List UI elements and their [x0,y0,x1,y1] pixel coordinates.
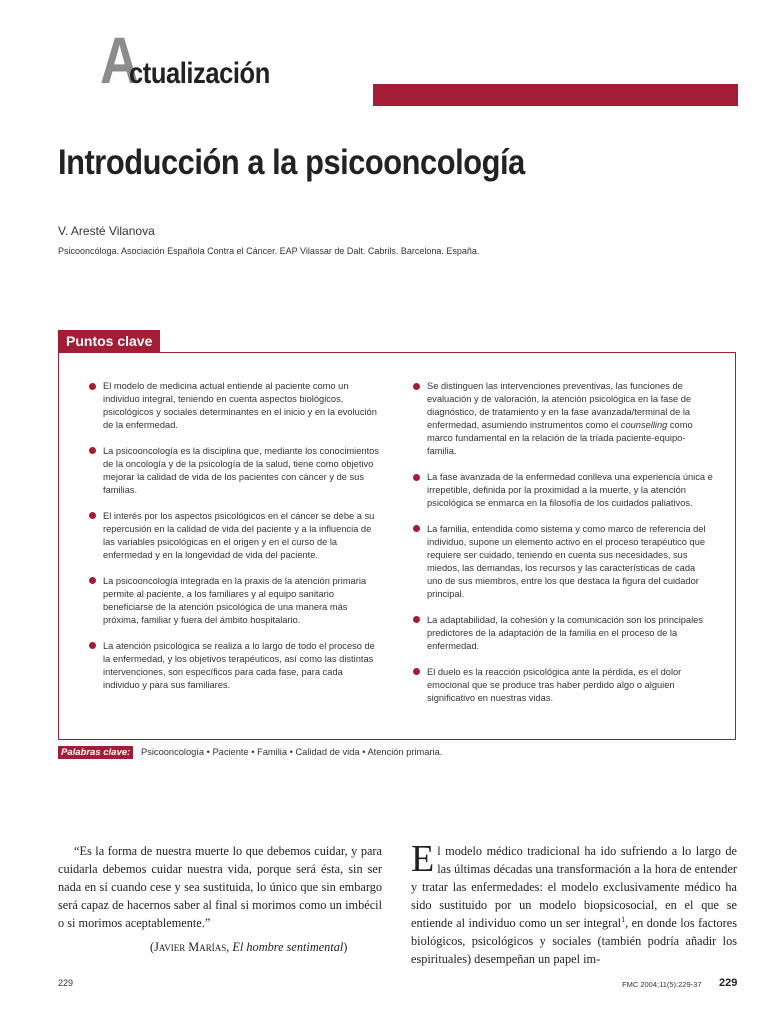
keywords-label: Palabras clave: [58,746,133,759]
section-initial: A [100,23,137,97]
key-point-item: La familia, entendida como sistema y como marco de referencia del individuo, supone un elemento activo en el proceso terapéutico que requiere ser cuidado, teniendo en cuenta sus necesidades, sus miedos, las demandas, los recursos y las características de cada uno de sus miembros, entre los que destaca la figura del cuidador principal. [413,523,713,602]
article-title: Introducción a la psicooncología [58,143,525,182]
keywords-list: Psicooncología • Paciente • Familia • Calidad de vida • Atención primaria. [141,747,443,757]
drop-cap: E [411,838,435,880]
header-accent-bar [373,84,738,106]
epigraph-citation: (Javier Marías, El hombre sentimental) [150,940,348,954]
key-point-item: El interés por los aspectos psicológicos en el cáncer se debe a su repercusión en la calidad de vida del paciente y a la influencia de las variables psicológicas en el origen y en el curso de la enfermedad y en la longevidad de vida del paciente. [89,510,379,562]
key-point-item: El duelo es la reacción psicológica ante la pérdida, es el dolor emocional que se produce tras haber perdido algo o alguien significativo en nuestras vidas. [413,666,713,705]
reference-marker[interactable]: 1 [621,914,626,924]
key-point-item: La fase avanzada de la enfermedad conlleva una experiencia única e irrepetible, definida por la proximidad a la muerte, y la atención psicológica se enmarca en la filosofía de los cuidados paliativos. [413,471,713,510]
key-point-item: La adaptabilidad, la cohesión y la comunicación son los principales predictores de la adaptación de la familia en el proceso de la enfermedad. [413,614,713,653]
citation-author: Javier Marías [154,940,227,954]
epigraph-quote: “Es la forma de nuestra muerte lo que debemos cuidar, y para cuidarla debemos cuidar nuestra vida, porque será ésta, sin ser nada en sí cuando cese y sea sustituida, lo único que sin embargo será capaz de hacernos saber al final si morimos como un imbécil o si morimos aceptablemente.” [58,844,382,930]
key-points-heading: Puntos clave [58,330,160,352]
key-point-item: La psicooncología integrada en la praxis de la atención primaria permite al paciente, a los familiares y al equipo sanitario beneficiarse de la atención psicológica de una manera más próxima, familiar y fuera del ámbito hospitalario. [89,575,379,627]
journal-citation: FMC 2004;11(5):229-37 [622,980,702,989]
body-paragraph: El modelo médico tradicional ha ido sufriendo a lo largo de las últimas décadas una transformación a la hora de entender y tratar las enfermedades: el modelo exclusivamente médico ha sido sustituido por un modelo biopsicosocial, en el que se entiende al individuo como un ser integral$^1$, en donde los factores biológicos, psicológicos y sociales (también podría añadir los espirituales) desempeñan un papel im- [411,838,738,966]
author-affiliation: Psicooncóloga. Asociación Española Contra el Cáncer. EAP Vilassar de Dalt. Cabrils. Barcelona. España. [58,246,480,256]
section-title: ctualización [129,57,270,90]
page-number-left: 229 [58,978,74,988]
key-point-item: La atención psicológica se realiza a lo largo de todo el proceso de la enfermedad, y los objetivos terapéuticos, así como las distintas intervenciones, son específicos para cada fase, para cada individuo y para sus familiares. [89,640,379,692]
key-point-item: Se distinguen las intervenciones preventivas, las funciones de evaluación y de valoración, la atención psicológica en la fase de diagnóstico, de tratamiento y en la fase avanzada/terminal de la enfermedad, asumiendo instrumentos como el counselling como marco fundamental en la relación de la tríada paciente-equipo-familia. [413,380,713,459]
key-point-item: La psicooncología es la disciplina que, mediante los conocimientos de la oncología y de la psicología de la salud, tiene como objetivo mejorar la calidad de vida de los pacientes con cáncer y de sus familias. [89,445,379,497]
key-points-right-column [413,380,713,717]
section-header [100,23,270,97]
article-author: V. Aresté Vilanova [58,224,155,238]
citation-work: El hombre sentimental [232,940,344,954]
key-point-item: El modelo de medicina actual entiende al paciente como un individuo integral, teniendo en cuenta aspectos biológicos, psicológicos y sociales determinantes en el inicio y en la evolución de la enfermedad. [89,380,379,432]
key-points-box [58,352,736,740]
key-points-left-column [89,380,379,704]
page-number-right: 229 [719,977,738,989]
